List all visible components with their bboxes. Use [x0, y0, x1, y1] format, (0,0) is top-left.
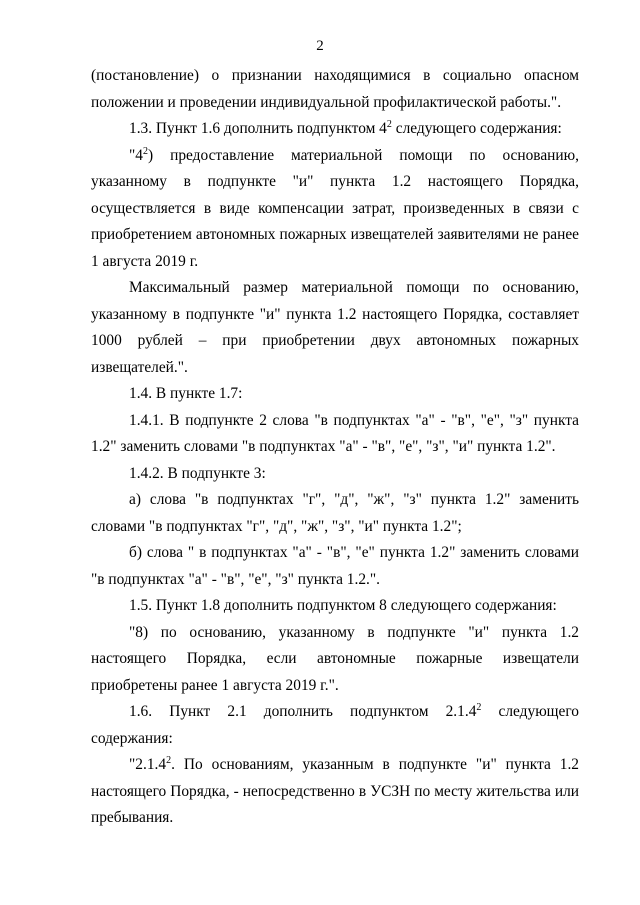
superscript: 2: [476, 702, 482, 713]
paragraph-text: 1.4. В пункте 1.7:: [129, 385, 243, 402]
paragraph: [91, 143, 579, 276]
paragraph-text: следующего содержания:: [91, 703, 579, 747]
document-body: [91, 63, 579, 832]
paragraph-text: 1.4.2. В подпункте 3:: [129, 464, 266, 482]
paragraph-text: 1.3. Пункт 1.6 дополнить подпунктом 4: [129, 120, 387, 137]
superscript: 2: [166, 755, 172, 766]
paragraph: [91, 752, 579, 832]
paragraph-text: ) предоставление материальной помощи по основанию, указанному в подпункте "и" пункта 1.2 настоящего Порядка, осуществляется в виде компенсации затрат, произведенных в связи с приобретением автономных пожарных извещателей заявителями не ранее 1 августа 2019 г.: [91, 146, 579, 270]
paragraph: [91, 63, 579, 116]
page-number: 2: [316, 38, 324, 54]
paragraph-text: "4: [129, 146, 143, 164]
paragraph-text: . По основаниям, указанным в подпункте "и" пункта 1.2 настоящего Порядка, - непосредственно в УСЗН по месту жительства или пребывания.: [91, 756, 579, 826]
paragraph: [91, 381, 579, 408]
paragraph: [91, 275, 579, 381]
paragraph-text: "8) по основанию, указанному в подпункте "и" пункта 1.2 настоящего Порядка, если автономные пожарные извещатели приобретены ранее 1 августа 2019 г.".: [91, 623, 579, 694]
paragraph: [91, 540, 579, 593]
paragraph: [91, 620, 579, 700]
paragraph: [91, 699, 579, 752]
paragraph-text: следующего содержания:: [391, 120, 562, 137]
paragraph-text: 1.6. Пункт 2.1 дополнить подпунктом 2.1.4: [129, 703, 477, 720]
paragraph: [91, 593, 579, 620]
paragraph-text: (постановление) о признании находящимися в социально опасном положении и проведении индивидуальной профилактической работы.".: [91, 67, 579, 111]
paragraph-text: а) слова "в подпунктах "г", "д", "ж", "з" пункта 1.2" заменить словами "в подпунктах "г", "д", "ж", "з", "и" пункта 1.2";: [91, 491, 579, 535]
superscript: 2: [142, 145, 148, 157]
paragraph: [91, 487, 579, 540]
paragraph-text: 1.5. Пункт 1.8 дополнить подпунктом 8 следующего содержания:: [129, 597, 557, 614]
paragraph: [91, 408, 579, 461]
paragraph: [91, 461, 579, 488]
paragraph: [91, 116, 579, 143]
paragraph-text: 1.4.1. В подпункте 2 слова "в подпунктах "а" - "в", "е", "з" пункта 1.2" заменить словами "в подпунктах "а" - "в", "е", "з", "и" пункта 1.2".: [91, 411, 579, 455]
paragraph-text: б) слова " в подпунктах "а" - "в", "е" пункта 1.2" заменить словами "в подпунктах "а" - "в", "е", "з" пункта 1.2.".: [91, 544, 579, 588]
superscript: 2: [386, 119, 392, 130]
paragraph-text: Максимальный размер материальной помощи по основанию, указанному в подпункте "и" пункта 1.2 настоящего Порядка, составляет 1000 рублей – при приобретении двух автономных пожарных извещателей.".: [91, 279, 579, 376]
paragraph-text: "2.1.4: [129, 756, 167, 773]
